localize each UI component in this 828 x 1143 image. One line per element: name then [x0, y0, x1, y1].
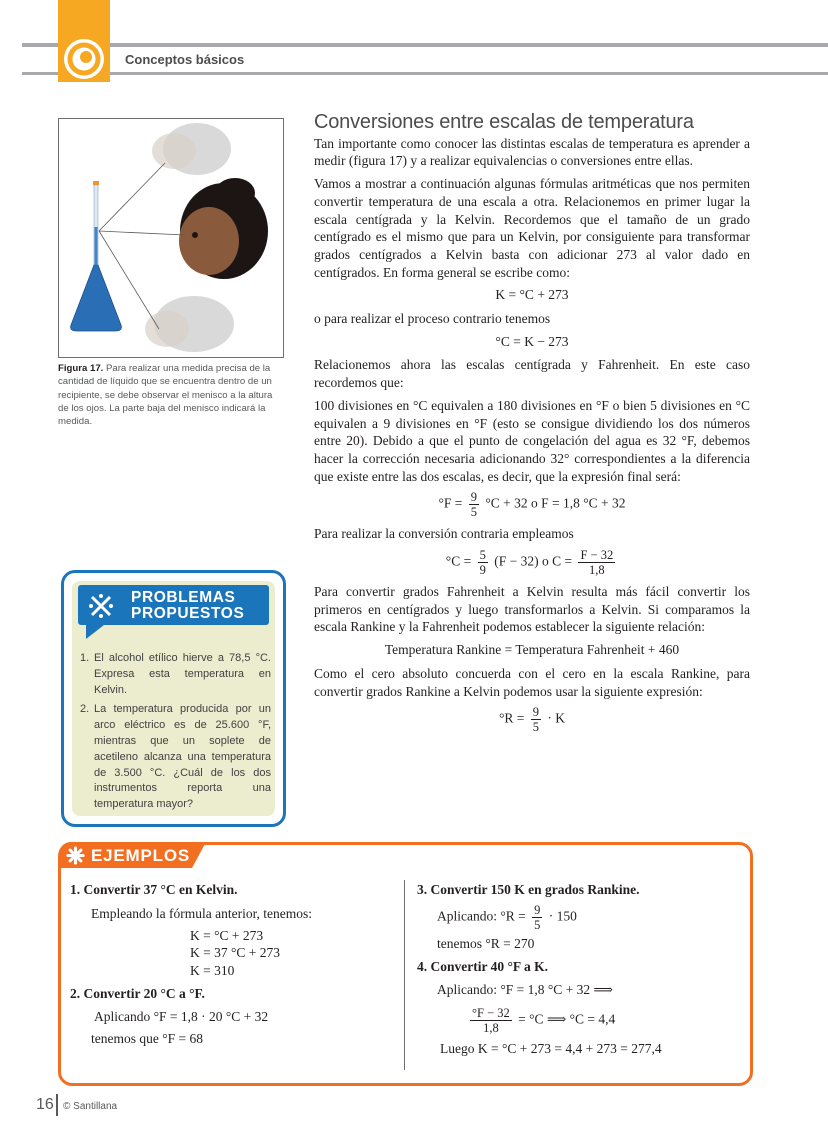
problem-text: El alcohol etílico hierve a 78,5 °C. Expresa esta temperatura en Kelvin.	[94, 652, 271, 696]
example-4-step-b	[467, 1006, 615, 1035]
example-1-intro: Empleando la fórmula anterior, tenemos:	[91, 906, 313, 921]
page-number: 16	[36, 1096, 54, 1113]
example-4-title: 4. Convertir 40 °F a K.	[417, 959, 549, 974]
example-3-step-a	[437, 903, 577, 932]
eq6-den: 5	[532, 720, 540, 735]
footer-divider	[56, 1094, 58, 1116]
example-1-step-c: K = 310	[190, 963, 235, 978]
problemas-title	[131, 590, 244, 621]
problem-item	[76, 702, 271, 813]
ex3-den: 5	[534, 918, 541, 932]
eq4-fraction	[478, 548, 488, 577]
paragraph-6: Para realizar la conversión contraria empleamos	[314, 526, 574, 542]
eq4-den: 9	[479, 563, 486, 578]
section-title: Conceptos básicos	[125, 52, 245, 67]
paragraph-1: Tan importante como conocer las distintas escalas de temperatura es aprender a medir (figura 17) y a realizar equivalencias o conversiones entre ellas.	[314, 135, 750, 169]
ex4-num: °F − 32	[472, 1006, 510, 1020]
equation-kelvin: K = °C + 273	[495, 287, 569, 303]
example-2-step-a: Aplicando °F = 1,8 · 20 °C + 32	[94, 1009, 269, 1024]
problemas-list	[76, 651, 271, 817]
flask-illustration	[59, 119, 283, 357]
ejemplos-tab-angle	[192, 842, 206, 868]
equation-rankine-kelvin	[314, 705, 750, 734]
problemas-title-line2: PROPUESTOS	[131, 604, 245, 622]
eq3-num: 9	[470, 490, 477, 505]
problem-number: 2.	[80, 703, 90, 716]
eq6-left: °R =	[498, 710, 525, 726]
eq3-right: °C + 32 o F = 1,8 °C + 32	[485, 495, 626, 511]
ex4-fraction	[470, 1006, 512, 1035]
header-rule-bottom	[22, 72, 828, 75]
paragraph-8: Como el cero absoluto concuerda con el cero en la escala Rankine, para convertir grados Rankine a Kelvin podemos usar la siguiente expresión:	[314, 665, 750, 699]
ex3-fraction	[532, 903, 542, 932]
figure-caption-text: Para realizar una medida precisa de la cantidad de líquido que se encuentra dentro de un recipiente, se debe observar el menisco a la altura de los ojos. La parte baja del menisco indicará la medida.	[58, 363, 273, 428]
header-rule-top	[22, 43, 828, 47]
eq6-num: 9	[532, 705, 540, 720]
ex4-right: = °C ⟹ °C = 4,4	[518, 1011, 616, 1027]
example-2-step-b: tenemos que °F = 68	[91, 1031, 204, 1046]
equation-celsius: °C = K − 273	[495, 333, 569, 349]
problem-text: La temperatura producida por un arco eléctrico es de 25.600 °F, mientras que un soplete de acetileno alcanza una temperatura de 3.500 °C. ¿Cuál de los dos instrumentos reporta una temperatura mayor?	[94, 703, 271, 811]
ex3-num: 9	[534, 903, 541, 917]
section-logo-icon	[63, 38, 105, 80]
problem-number: 1.	[80, 652, 90, 664]
main-column	[314, 111, 750, 740]
eq3-fraction	[469, 490, 479, 519]
equation-inverse	[314, 548, 750, 577]
eq4-num2: F − 32	[580, 548, 614, 563]
example-1-step-a: K = °C + 273	[190, 928, 264, 943]
ejemplos-title: EJEMPLOS	[91, 846, 190, 865]
eq3-den: 5	[470, 505, 477, 520]
problemas-title-line1: PROBLEMAS	[131, 589, 236, 606]
eq4-fraction-2	[578, 548, 615, 577]
eq4-den2: 1,8	[589, 563, 605, 578]
eq4-mid: (F − 32) o C =	[494, 553, 573, 569]
article-title: Conversiones entre escalas de temperatura	[314, 111, 694, 133]
problemas-box	[61, 570, 286, 827]
eq6-fraction	[531, 705, 541, 734]
paragraph-5: 100 divisiones en °C equivalen a 180 divisiones en °F o bien 5 divisiones en °C equivalen a 9 divisiones en °F (esto se consigue dividiendo los dos números entre 20). Debido a que el punto de congelación del agua es 32 °F, debemos hacer la corrección necesaria adicionando 32° correspondientes a la diferencia que existe entre las dos escalas, es decir, que la expresión final será:	[314, 397, 750, 484]
figure-caption-label: Figura 17.	[58, 363, 104, 374]
eq6-right: · K	[547, 710, 566, 726]
equation-rankine: Temperatura Rankine = Temperatura Fahrenheit + 460	[384, 642, 680, 658]
copyright: © Santillana	[63, 1101, 118, 1112]
example-4-step-a: Aplicando: °F = 1,8 °C + 32 ⟹	[437, 982, 613, 997]
paragraph-2: Vamos a mostrar a continuación algunas fórmulas aritméticas que nos permiten convertir temperatura de una escala a otra. Relacionemos en primer lugar la escala centígrada y la Kelvin. Recordemos que el tamaño de un grado centígrado es el mismo que para un Kelvin, por consiguiente para transformar grados centígrados a Kelvin basta con adicionar 273 al valor dado en centígrados. En forma general se escribe como:	[314, 176, 750, 280]
figure-17	[58, 118, 284, 358]
example-2-title: 2. Convertir 20 °C a °F.	[70, 986, 205, 1001]
example-3-step-b: tenemos °R = 270	[437, 936, 535, 951]
ejemplos-divider	[404, 880, 405, 1070]
paragraph-3: o para realizar el proceso contrario tenemos	[314, 311, 551, 327]
problems-icon	[88, 593, 114, 619]
example-3-title: 3. Convertir 150 K en grados Rankine.	[417, 882, 640, 897]
ex4-den: 1,8	[483, 1021, 499, 1035]
example-1-step-b: K = 37 °C + 273	[190, 945, 281, 960]
problem-item	[76, 651, 271, 698]
eq3-left: °F =	[438, 495, 463, 511]
problemas-banner	[78, 585, 269, 625]
figure-caption	[58, 362, 280, 428]
example-1-title: 1. Convertir 37 °C en Kelvin.	[70, 882, 238, 897]
star-icon	[66, 846, 85, 865]
paragraph-4: Relacionemos ahora las escalas centígrada y Fahrenheit. En este caso recordemos que:	[314, 357, 750, 391]
eq4-left: °C =	[445, 553, 472, 569]
equation-fahrenheit	[314, 490, 750, 519]
problemas-banner-tail	[86, 625, 104, 639]
example-4-step-c: Luego K = °C + 273 = 4,4 + 273 = 277,4	[440, 1041, 662, 1056]
ex3-right: · 150	[548, 908, 577, 924]
paragraph-7: Para convertir grados Fahrenheit a Kelvin resulta más fácil convertir los primeros en centígrados y luego transformarlos a Kelvin. Si comparamos la escala Rankine y la Fahrenheit podemos establecer la siguiente relación:	[314, 584, 750, 635]
eq4-num: 5	[479, 548, 486, 563]
ex3-left: Aplicando: °R =	[437, 908, 526, 924]
